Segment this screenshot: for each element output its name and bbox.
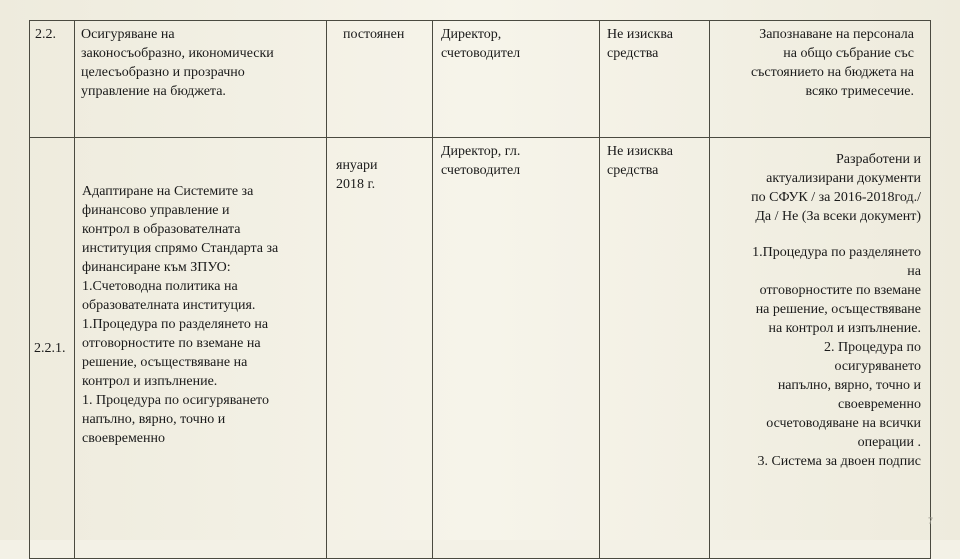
funding-cell: Не изисква средства [600,138,710,559]
table-row [30,138,931,559]
row-number: 2.2. [30,21,75,138]
page-number: 7 [928,516,934,526]
indicator-documents: Разработени и актуализирани документи по СФУК / за 2016-2018год./ Да / Не (За всеки документ) [751,152,921,224]
funding-cell: Не изисква средства [600,21,710,138]
row-number: 2.2.1. [30,138,75,559]
responsible-cell: Директор, счетоводител [433,21,600,138]
activity-cell: Адаптиране на Системите за финансово управление и контрол в образователната институция спрямо Стандарта за финансиране към ЗПУО: 1.Счетоводна политика на образователната институция. 1.Процедура по разделянето на отговорностите по вземане на решение, осъществяване на контрол и изпълнение. 1. Процедура по осигуряването напълно, вярно, точно и своевременно [75,138,327,559]
indicator-cell: Запознаване на персонала на общо събрание със състоянието на бюджета на всяко тримесечие. [710,21,931,138]
indicator-cell [710,138,934,559]
activity-cell: Осигуряване на законосъобразно, икономически целесъобразно и прозрачно управление на бюджета. [75,21,327,138]
table-row [30,21,931,138]
action-plan-table [29,20,934,559]
period-cell: януари 2018 г. [327,138,433,559]
responsible-cell: Директор, гл. счетоводител [433,138,600,559]
indicator-procedures: 1.Процедура по разделянето на отговорностите по вземане на решение, осъществяване на контрол и изпълнение. 2. Процедура по осигуряването напълно, вярно, точно и своевременно осчетоводяване на всички операции . 3. Система за двоен подпис [752,245,921,469]
period-cell: постоянен [327,21,433,138]
